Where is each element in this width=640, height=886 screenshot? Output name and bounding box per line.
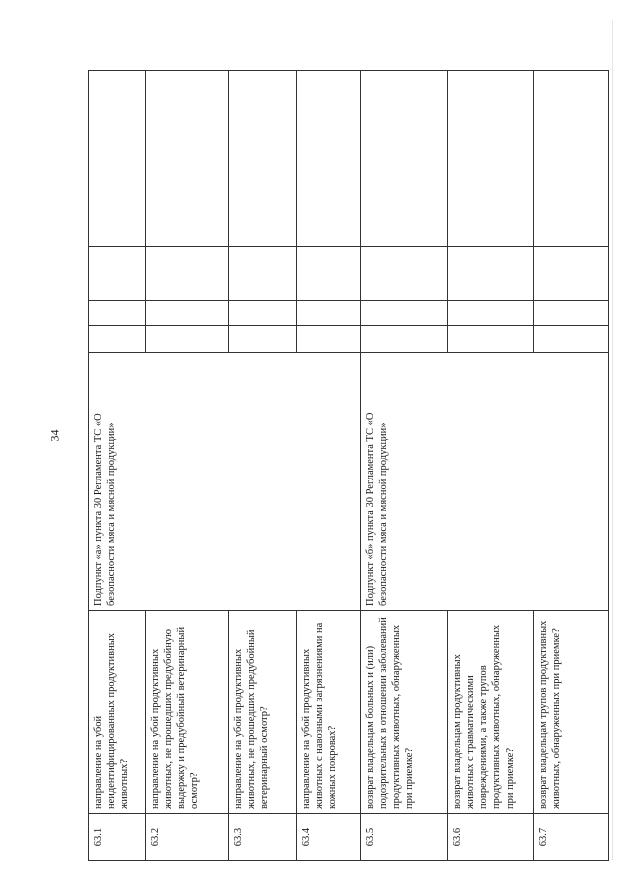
answer-cell-yes [229, 326, 297, 353]
answer-cell-no [534, 301, 609, 326]
answer-cell-no [89, 301, 146, 326]
notes-cell [534, 71, 609, 247]
notes-cell [297, 71, 361, 247]
notes-cell [448, 71, 534, 247]
table-row [89, 71, 146, 861]
answer-cell-na [297, 247, 361, 301]
answer-cell-no [229, 301, 297, 326]
answer-cell-na [229, 247, 297, 301]
row-number: 63.1 [89, 814, 146, 861]
answer-cell-yes [89, 326, 146, 353]
answer-cell-yes [361, 326, 448, 353]
answer-cell-na [89, 247, 146, 301]
answer-cell-na [361, 247, 448, 301]
row-number: 63.7 [534, 814, 609, 861]
notes-cell [146, 71, 229, 247]
answer-cell-na [146, 247, 229, 301]
row-number: 63.5 [361, 814, 448, 861]
answer-cell-yes [534, 326, 609, 353]
answer-cell-yes [448, 326, 534, 353]
legal-reference: Подпункт «б» пункта 30 Регламента ТС «О безопасности мяса и мясной продукции» [361, 353, 609, 611]
answer-cell-na [534, 247, 609, 301]
answer-cell-yes [297, 326, 361, 353]
row-question: направление на убой продуктивных животных, не прошедших предубойный ветеринарный осмотр? [229, 611, 297, 814]
notes-cell [361, 71, 448, 247]
row-question: возврат владельцам больных и (или) подозрительных в отношении заболеваний продуктивных животных, обнаруженных при приемке? [361, 611, 448, 814]
scan-edge [612, 20, 613, 860]
answer-cell-yes [146, 326, 229, 353]
answer-cell-no [448, 301, 534, 326]
checklist-table [88, 70, 609, 861]
answer-cell-no [361, 301, 448, 326]
row-number: 63.6 [448, 814, 534, 861]
row-question: направление на убой продуктивных животных с навозными загрязнениями на кожных покровах? [297, 611, 361, 814]
row-question: возврат владельцам трупов продуктивных животных, обнаруженных при приемке? [534, 611, 609, 814]
answer-cell-no [297, 301, 361, 326]
rotated-table-wrapper [88, 71, 608, 861]
row-number: 63.4 [297, 814, 361, 861]
row-question: направление на убой неидентифицированных продуктивных животных? [89, 611, 146, 814]
page-number: 34 [47, 429, 62, 442]
table-row [361, 71, 448, 861]
answer-cell-na [448, 247, 534, 301]
row-question: возврат владельцам продуктивных животных с травматическими повреждениями, а также трупов продуктивных животных, обнаруженных при приемке? [448, 611, 534, 814]
notes-cell [229, 71, 297, 247]
answer-cell-no [146, 301, 229, 326]
legal-reference: Подпункт «а» пункта 30 Регламента ТС «О безопасности мяса и мясной продукции» [89, 353, 361, 611]
row-number: 63.2 [146, 814, 229, 861]
row-number: 63.3 [229, 814, 297, 861]
notes-cell [89, 71, 146, 247]
row-question: направление на убой продуктивных животных, не прошедших предубойную выдержку и предубойный ветеринарный осмотр? [146, 611, 229, 814]
